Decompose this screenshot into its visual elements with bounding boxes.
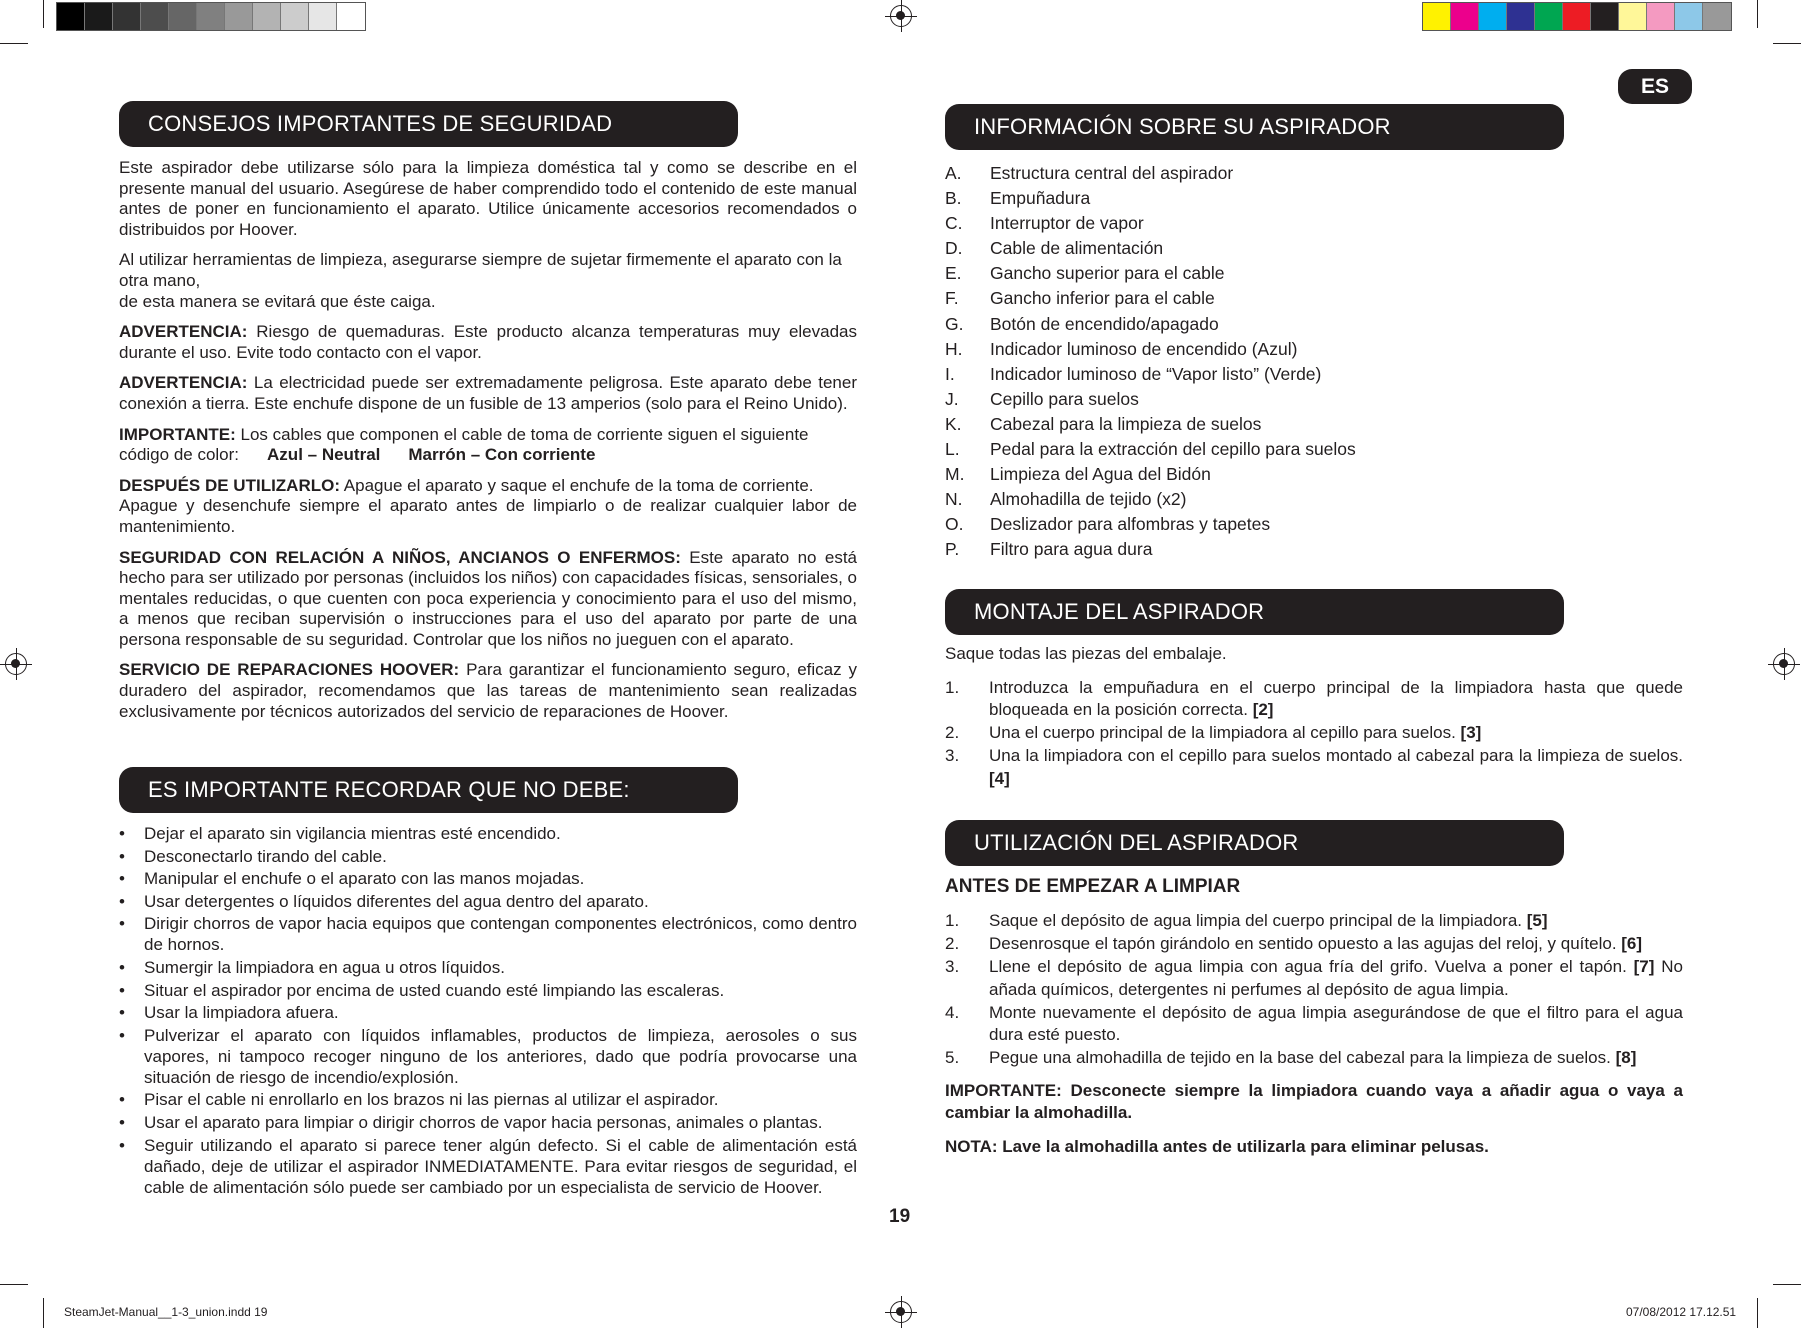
usage-important: IMPORTANTE: Desconecte siempre la limpiadora cuando vaya a añadir agua o vaya a cambiar la almohadilla.	[945, 1080, 1683, 1122]
tools-paragraph: Al utilizar herramientas de limpieza, asegurarse siempre de sujetar firmemente el aparato con la otra mano, de esta manera se evitará que éste caiga.	[119, 250, 842, 311]
process-color-bar	[1422, 2, 1732, 31]
color-swatch	[85, 3, 113, 30]
dont-section	[119, 823, 857, 1199]
list-item: • Sumergir la limpiadora en agua u otros líquidos.	[119, 957, 857, 978]
step-text	[989, 956, 1683, 1001]
parts-list-item	[945, 487, 1645, 512]
parts-list-item	[945, 286, 1645, 311]
list-item: • Dirigir chorros de vapor hacia equipos que contengan componentes electrónicos, como dentro de hornos.	[119, 913, 857, 955]
parts-list-item	[945, 537, 1645, 562]
part-letter: G.	[945, 313, 964, 334]
step-body: Monte nuevamente el depósito de agua limpia asegurándose de que el filtro para el agua dura esté puesto.	[989, 1002, 1683, 1044]
part-label: Botón de encendido/apagado	[990, 313, 1219, 334]
parts-list-item	[945, 161, 1645, 186]
color-swatch	[141, 3, 169, 30]
color-swatch	[1675, 3, 1703, 30]
date-slug: 07/08/2012 17.12.51	[1626, 1305, 1737, 1319]
list-item: • Desconectarlo tirando del cable.	[119, 846, 857, 867]
step-text	[989, 745, 1683, 790]
parts-list-item	[945, 462, 1645, 487]
list-item: • Pulverizar el aparato con líquidos inflamables, productos de limpieza, aerosoles o sus vapores, ni tampoco recoger ninguno de los anteriores, dado que podría provocarse una situación de riesgo de incendio/explosión.	[119, 1025, 857, 1088]
step-body: Una la limpiadora con el cepillo para suelos montado al cabezal para la limpieza de suelos.	[989, 746, 1683, 766]
part-letter: N.	[945, 489, 963, 510]
part-label: Almohadilla de tejido (x2)	[990, 489, 1187, 510]
wire-brown: Marrón – Con corriente	[408, 445, 596, 465]
step-item	[945, 1047, 1683, 1070]
part-label: Empuñadura	[990, 188, 1091, 209]
safety-section	[119, 158, 857, 732]
usage-section	[945, 910, 1683, 1167]
step-body: Desenrosque el tapón girándolo en sentido opuesto a las agujas del reloj, y quítelo.	[989, 934, 1622, 953]
step-body: Llene el depósito de agua limpia con agua fría del grifo. Vuelva a poner el tapón.	[989, 957, 1634, 976]
step-item	[945, 1002, 1683, 1047]
color-swatch	[169, 3, 197, 30]
list-item: • Usar el aparato para limpiar o dirigir chorros de vapor hacia personas, animales o plantas.	[119, 1112, 857, 1133]
dont-heading: ES IMPORTANTE RECORDAR QUE NO DEBE:	[119, 767, 738, 813]
assembly-section	[945, 644, 1683, 791]
parts-list-item	[945, 211, 1645, 236]
part-label: Deslizador para alfombras y tapetes	[990, 514, 1271, 535]
assembly-intro: Saque todas las piezas del embalaje.	[945, 644, 1227, 663]
part-letter: C.	[945, 213, 963, 234]
list-item: • Situar el aspirador por encima de usted cuando esté limpiando las escaleras.	[119, 980, 857, 1001]
part-label: Indicador luminoso de encendido (Azul)	[990, 338, 1298, 359]
color-swatch	[309, 3, 337, 30]
part-label: Indicador luminoso de “Vapor listo” (Verde)	[990, 363, 1322, 384]
color-swatch	[197, 3, 225, 30]
part-label: Cabezal para la limpieza de suelos	[990, 413, 1262, 434]
usage-steps	[945, 910, 1683, 1070]
list-item: • Dejar el aparato sin vigilancia mientras esté encendido.	[119, 823, 857, 844]
crop-mark	[1757, 1298, 1758, 1328]
part-letter: K.	[945, 413, 962, 434]
color-swatch	[1647, 3, 1675, 30]
color-swatch	[1703, 3, 1731, 30]
step-body: Introduzca la empuñadura en el cuerpo principal de la limpiadora hasta que quede bloqueada en la posición correcta.	[989, 677, 1683, 720]
wiring-important: IMPORTANTE: Los cables que componen el cable de toma de corriente siguen el siguiente código de color: Azul – Neutral Marrón – Con corriente	[119, 424, 809, 465]
assembly-steps	[945, 677, 1683, 791]
step-item	[945, 956, 1683, 1001]
crop-mark	[0, 1284, 28, 1285]
step-body: Pegue una almohadilla de tejido en la base del cabezal para la limpieza de suelos.	[989, 1048, 1616, 1067]
parts-list-item	[945, 261, 1645, 286]
step-tail: No añada químicos, detergentes ni perfumes al depósito de agua limpia.	[989, 957, 1683, 999]
dont-list	[119, 823, 857, 1198]
parts-list-item	[945, 236, 1645, 261]
part-label: Cepillo para suelos	[990, 388, 1139, 409]
color-swatch	[1451, 3, 1479, 30]
parts-list-item	[945, 362, 1645, 387]
step-text	[989, 722, 1683, 745]
step-text	[989, 933, 1683, 956]
step-body: Saque el depósito de agua limpia del cuerpo principal de la limpiadora.	[989, 911, 1527, 930]
step-number: 3.	[945, 746, 960, 766]
registration-mark-left	[5, 653, 27, 675]
figure-ref: [6]	[1621, 934, 1643, 953]
step-number: 2.	[945, 934, 960, 953]
figure-ref: [5]	[1526, 911, 1548, 930]
figure-ref: [3]	[1460, 723, 1482, 743]
color-swatch	[1507, 3, 1535, 30]
parts-list-item	[945, 412, 1645, 437]
list-item: • Usar detergentes o líquidos diferentes del agua dentro del aparato.	[119, 891, 857, 912]
step-text	[989, 1002, 1683, 1047]
list-item: • Pisar el cable ni enrollarlo en los brazos ni las piernas al utilizar el aspirador.	[119, 1089, 857, 1110]
part-letter: J.	[945, 388, 959, 409]
crop-mark	[0, 43, 28, 44]
part-letter: F.	[945, 288, 959, 309]
registration-mark-bottom	[890, 1301, 912, 1323]
part-letter: I.	[945, 363, 955, 384]
step-number: 4.	[945, 1002, 960, 1022]
registration-mark-right	[1773, 653, 1795, 675]
parts-list-item	[945, 312, 1645, 337]
grayscale-color-bar	[56, 2, 366, 31]
step-number: 5.	[945, 1048, 960, 1067]
part-letter: B.	[945, 188, 962, 209]
parts-list-item	[945, 186, 1645, 211]
child-safety-paragraph: SEGURIDAD CON RELACIÓN A NIÑOS, ANCIANOS O ENFERMOS: Este aparato no está hecho para ser utilizado por personas (incluidos los niños) con capacidades físicas, sensoriales, o mentales reducidas, o que cuenten con poca experiencia y conocimiento para el uso del mismo, a menos que reciban supervisión o instrucciones para el uso del aparato por parte de una persona responsable de su seguridad. Controlar que los niños no jueguen con el aparato.	[119, 547, 858, 649]
electric-warning: ADVERTENCIA: La electricidad puede ser extremadamente peligrosa. Este aparato debe tener conexión a tierra. Este enchufe dispone de un fusible de 13 amperios (solo para el Reino Unido).	[119, 373, 857, 413]
step-number: 1.	[945, 677, 960, 697]
part-label: Estructura central del aspirador	[990, 163, 1234, 183]
figure-ref: [8]	[1615, 1048, 1637, 1067]
color-swatch	[1591, 3, 1619, 30]
color-swatch	[1535, 3, 1563, 30]
crop-mark	[43, 0, 44, 28]
before-cleaning-subheading: ANTES DE EMPEZAR A LIMPIAR	[945, 876, 1241, 897]
after-use-paragraph: DESPUÉS DE UTILIZARLO: Apague el aparato y saque el enchufe de la toma de corriente. Apague y desenchufe siempre el aparato antes de limpiarlo o de realizar cualquier labor de mantenimiento.	[119, 475, 857, 536]
color-swatch	[1619, 3, 1647, 30]
parts-list-item	[945, 437, 1645, 462]
part-label: Pedal para la extracción del cepillo para suelos	[990, 439, 1356, 460]
crop-mark	[1757, 0, 1758, 28]
step-number: 3.	[945, 957, 960, 976]
part-letter: D.	[945, 238, 963, 259]
color-swatch	[113, 3, 141, 30]
step-item	[945, 745, 1683, 790]
color-swatch	[57, 3, 85, 30]
part-label: Filtro para agua dura	[990, 539, 1153, 560]
part-letter: L.	[945, 439, 960, 460]
list-item: • Manipular el enchufe o el aparato con las manos mojadas.	[119, 868, 857, 889]
list-item: • Seguir utilizando el aparato si parece tener algún defecto. Si el cable de alimentación está dañado, deje de utilizar el aspirador INMEDIATAMENTE. Para evitar riesgos de seguridad, el cable de alimentación sólo puede ser cambiado por un especialista de servicio de Hoover.	[119, 1135, 857, 1198]
parts-list-item	[945, 337, 1645, 362]
step-body: Una el cuerpo principal de la limpiadora al cepillo para suelos.	[989, 723, 1461, 743]
part-letter: H.	[945, 338, 963, 359]
part-letter: E.	[945, 263, 962, 284]
registration-mark-top	[890, 5, 912, 27]
figure-ref: [7]	[1633, 957, 1655, 976]
parts-list-item	[945, 387, 1645, 412]
part-letter: M.	[945, 464, 965, 485]
part-letter: A.	[945, 163, 962, 183]
crop-mark	[1773, 43, 1801, 44]
figure-ref: [2]	[1252, 700, 1274, 720]
language-badge: ES	[1618, 69, 1692, 104]
color-swatch	[281, 3, 309, 30]
part-label: Interruptor de vapor	[990, 213, 1144, 234]
assembly-heading: MONTAJE DEL ASPIRADOR	[945, 589, 1564, 635]
color-swatch	[1563, 3, 1591, 30]
burn-warning: ADVERTENCIA: Riesgo de quemaduras. Este producto alcanza temperaturas muy elevadas durante el uso. Evite todo contacto con el vapor.	[119, 322, 857, 362]
part-label: Gancho inferior para el cable	[990, 288, 1215, 309]
parts-list	[945, 161, 1645, 563]
parts-list-item	[945, 512, 1645, 537]
part-label: Gancho superior para el cable	[990, 263, 1225, 284]
figure-ref: [4]	[989, 768, 1010, 788]
color-swatch	[1479, 3, 1507, 30]
step-number: 1.	[945, 911, 960, 930]
service-paragraph: SERVICIO DE REPARACIONES HOOVER: Para garantizar el funcionamiento seguro, eficaz y duradero del aspirador, recomendamos que las tareas de mantenimiento sean realizadas exclusivamente por técnicos autorizados del servicio de reparaciones de Hoover.	[119, 660, 857, 721]
part-letter: O.	[945, 514, 964, 535]
info-heading: INFORMACIÓN SOBRE SU ASPIRADOR	[945, 104, 1564, 150]
page-number: 19	[889, 1206, 911, 1227]
step-text	[989, 910, 1683, 933]
step-item	[945, 910, 1683, 933]
safety-heading: CONSEJOS IMPORTANTES DE SEGURIDAD	[119, 101, 738, 147]
crop-mark	[43, 1298, 44, 1328]
step-text	[989, 1047, 1683, 1070]
list-item: • Usar la limpiadora afuera.	[119, 1002, 857, 1023]
crop-mark	[1773, 1284, 1801, 1285]
color-swatch	[253, 3, 281, 30]
color-swatch	[225, 3, 253, 30]
color-swatch	[337, 3, 365, 30]
color-swatch	[1423, 3, 1451, 30]
wire-blue: Azul – Neutral	[267, 445, 381, 465]
part-label: Cable de alimentación	[990, 238, 1164, 259]
step-text	[989, 677, 1683, 722]
step-number: 2.	[945, 723, 960, 743]
part-letter: P.	[945, 539, 960, 560]
step-item	[945, 722, 1683, 745]
file-slug: SteamJet-Manual__1-3_union.indd 19	[64, 1305, 268, 1319]
part-label: Limpieza del Agua del Bidón	[990, 464, 1211, 485]
step-item	[945, 677, 1683, 722]
usage-heading: UTILIZACIÓN DEL ASPIRADOR	[945, 820, 1564, 866]
step-item	[945, 933, 1683, 956]
intro-paragraph: Este aspirador debe utilizarse sólo para la limpieza doméstica tal y como se describe en el presente manual del usuario. Asegúrese de haber comprendido todo el contenido de este manual antes de poner en funcionamiento el aparato. Utilice únicamente accesorios recomendados o distribuidos por Hoover.	[119, 158, 857, 239]
usage-note: NOTA: Lave la almohadilla antes de utilizarla para eliminar pelusas.	[945, 1136, 1489, 1156]
